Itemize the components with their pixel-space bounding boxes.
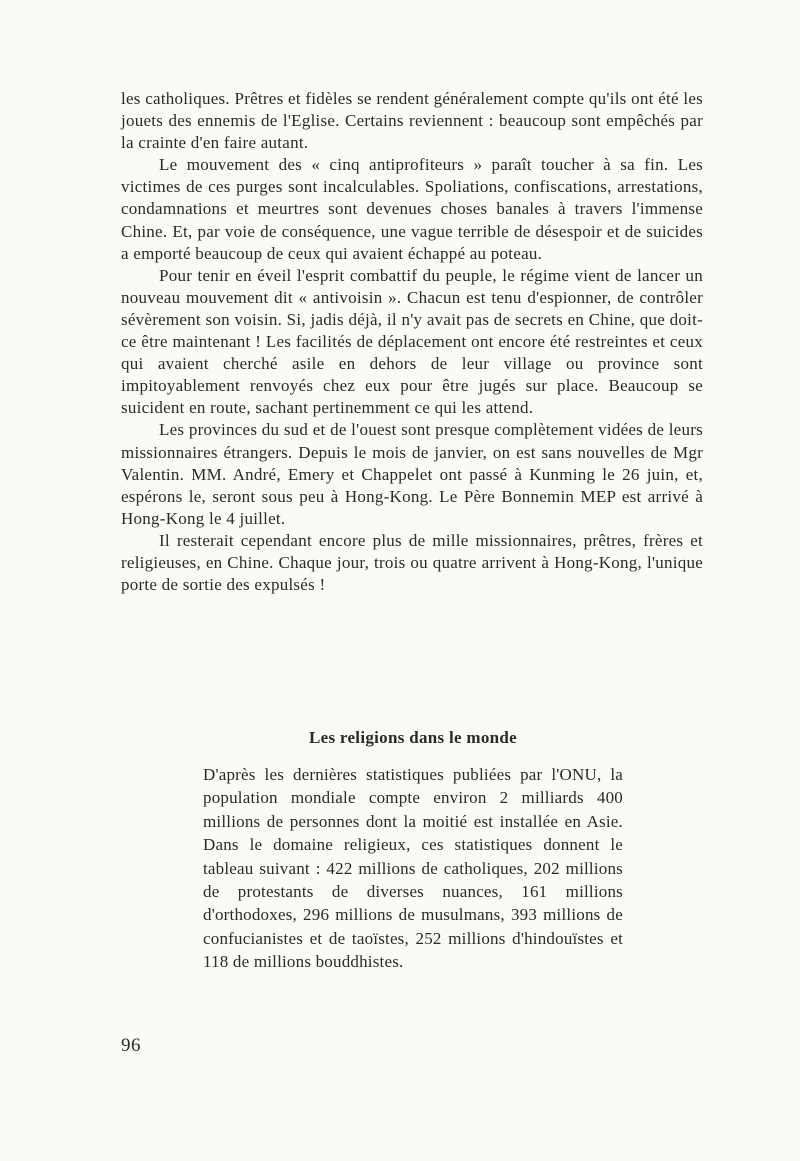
paragraph-antiprofiteurs: Le mouvement des « cinq antiprofiteurs » paraît toucher à sa fin. Les victimes de ces purges sont incalculables. Spoliations, confiscations, arrestations, condamnations et meurtres sont devenues choses banales à travers l'immense Chine. Et, par voie de conséquence, une vague terrible de désespoir et de suicides a emporté beaucoup de ceux qui avaient échappé au poteau.: [121, 155, 703, 263]
section-body: D'après les dernières statistiques publiées par l'ONU, la population mondiale compte environ 2 milliards 400 millions de personnes dont la moitié est installée en Asie. Dans le domaine religieux, ces statistiques donnent le tableau suivant : 422 millions de catholiques, 202 millions de protestants de diverses nuances, 161 millions d'orthodoxes, 296 millions de musulmans, 393 millions de confucianistes et de taoïstes, 252 millions d'hindouïstes et 118 de millions bouddhistes.: [203, 765, 623, 972]
page-number: 96: [121, 1035, 141, 1056]
paragraph-remaining: Il resterait cependant encore plus de mille missionnaires, prêtres, frères et religieuses, en Chine. Chaque jour, trois ou quatre arrivent à Hong-Kong, l'unique porte de sortie des expulsés !: [121, 530, 703, 595]
section-heading: Les religions dans le monde: [308, 728, 518, 747]
paragraph-missionaries: Les provinces du sud et de l'ouest sont presque complètement vidées de leurs missionnaires étrangers. Depuis le mois de janvier, on est sans nouvelles de Mgr Valentin. MM. André, Emery et Chappelet ont passé à Kunming le 26 juin, et, espérons le, seront sous peu à Hong-Kong. Le Père Bonnemin MEP est arrivé à Hong-Kong le 4 juillet.: [121, 420, 703, 528]
paragraph-antivoisin: Pour tenir en éveil l'esprit combattif du peuple, le régime vient de lancer un nouveau mouvement dit « antivoisin ». Chacun est tenu d'espionner, de contrôler sévèrement son voisin. Si, jadis déjà, il n'y avait pas de secrets en Chine, que doit-ce être maintenant ! Les facilités de déplacement ont encore été restreintes et ceux qui avaient cherché asile en dehors de leur village ou province sont impitoyablement renvoyés chez eux pour être jugés sur place. Beaucoup se suicident en route, sachant pertinemment ce qui les attend.: [121, 265, 703, 418]
paragraph-catholics: les catholiques. Prêtres et fidèles se rendent généralement compte qu'ils ont été les jouets des ennemis de l'Eglise. Certains reviennent : beaucoup sont empêchés par la crainte d'en faire autant.: [121, 89, 703, 153]
article-body: [121, 88, 703, 596]
